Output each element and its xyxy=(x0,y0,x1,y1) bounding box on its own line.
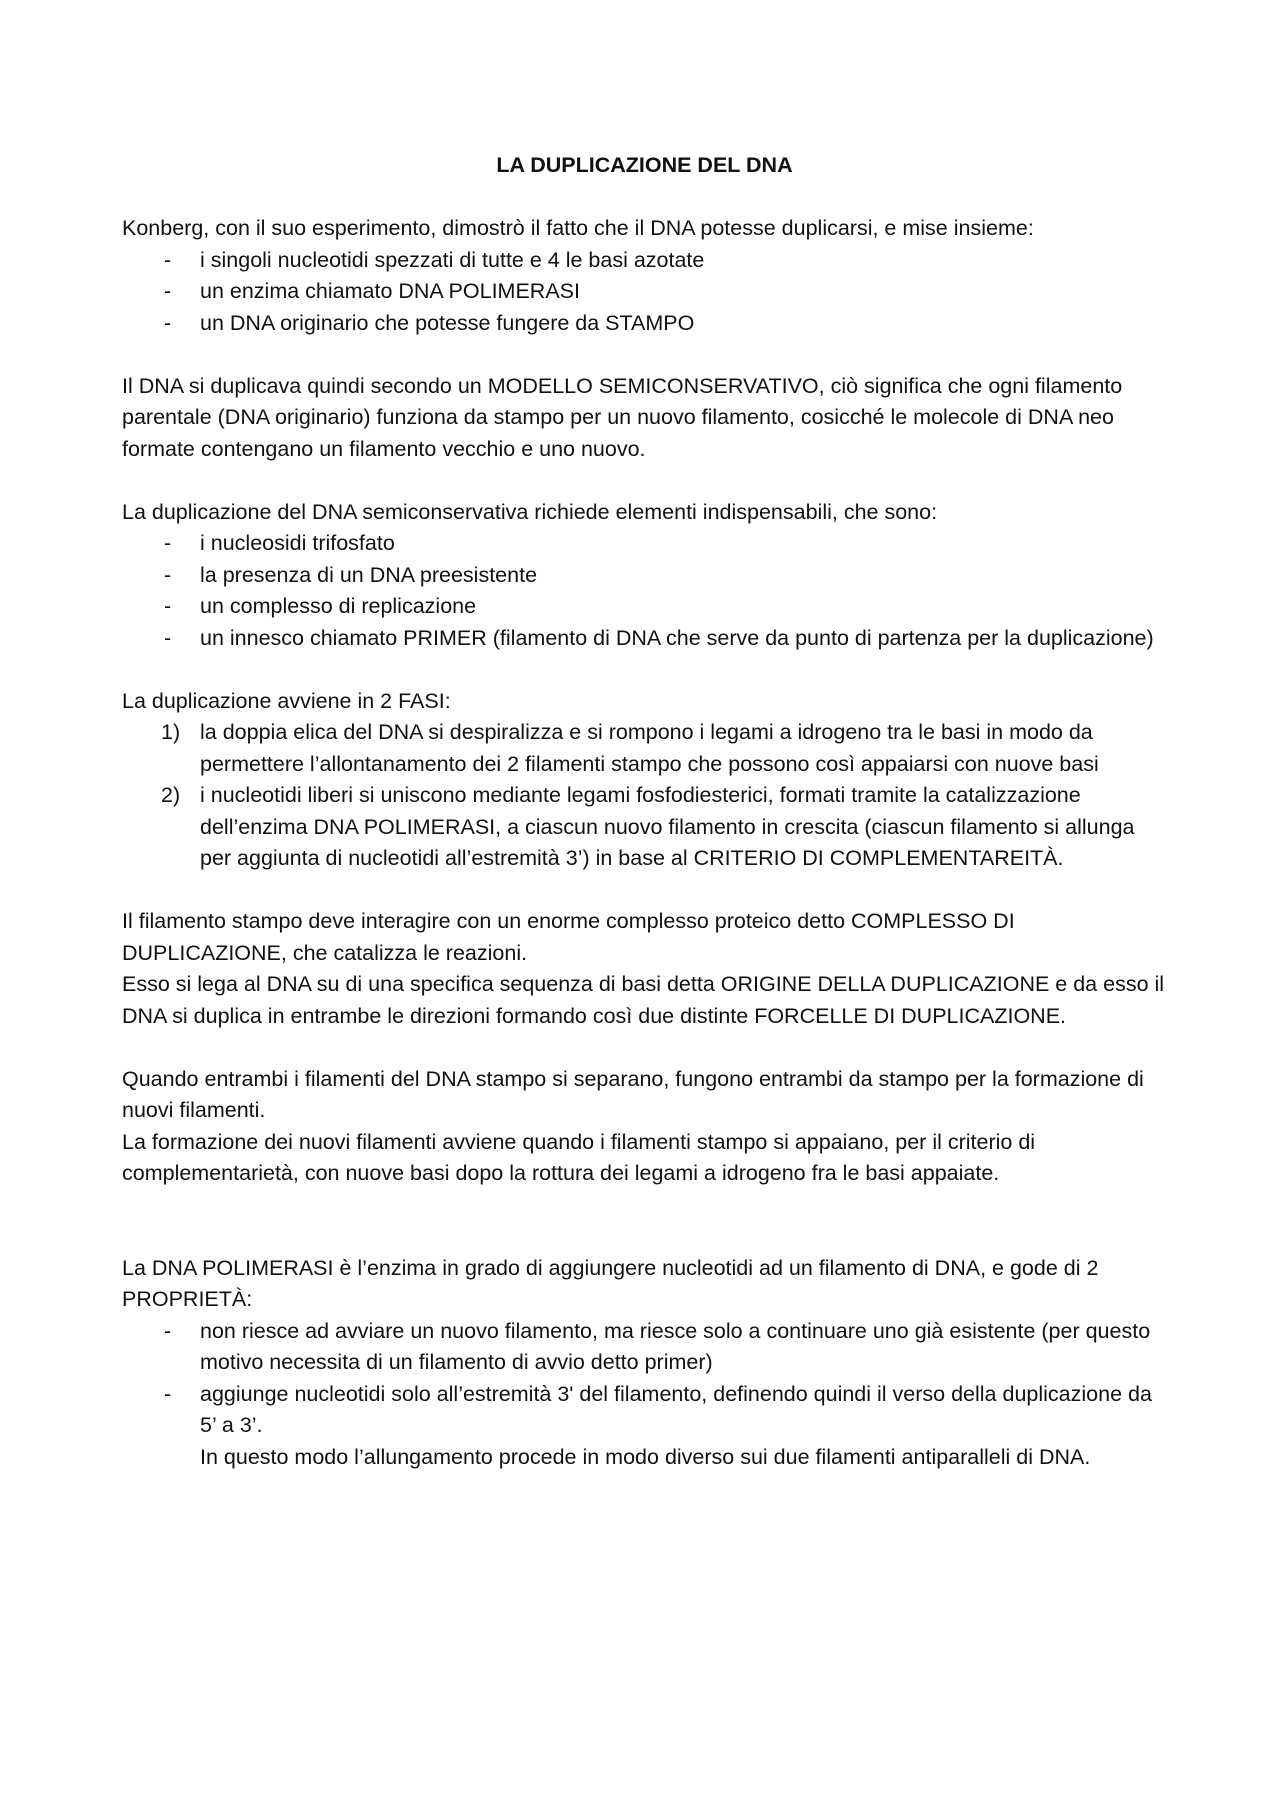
requirements-list xyxy=(122,528,1167,654)
document-body xyxy=(122,150,1167,1473)
dash-marker: - xyxy=(164,1318,172,1343)
list-item: 1) la doppia elica del DNA si despiralizza e si rompono i legami a idrogeno tra le basi in modo da permettere l’allontanamento dei 2 filamenti stampo che possono così appaiarsi con nuove basi xyxy=(122,717,1167,780)
list-item: - un DNA originario che potesse fungere da STAMPO xyxy=(122,308,1167,340)
list-item: 2) i nucleotidi liberi si uniscono mediante legami fosfodiesterici, formati tramite la catalizzazione dell’enzima DNA POLIMERASI, a ciascun nuovo filamento in crescita (ciascun filamento si allunga per aggiunta di nucleotidi all’estremità 3’) in base al CRITERIO DI COMPLEMENTAREITÀ. xyxy=(122,780,1167,875)
number-marker: 1) xyxy=(161,720,181,744)
separation-paragraph-1: Quando entrambi i filamenti del DNA stampo si separano, fungono entrambi da stampo per la formazione di nuovi filamenti. xyxy=(122,1066,1144,1122)
dash-marker: - xyxy=(164,1381,172,1406)
list-item: - un innesco chiamato PRIMER (filamento di DNA che serve da punto di partenza per la duplicazione) xyxy=(122,623,1167,655)
model-paragraph: Il DNA si duplicava quindi secondo un MODELLO SEMICONSERVATIVO, ciò significa che ogni filamento parentale (DNA originario) funziona da stampo per un nuovo filamento, cosicché le molecole di DNA neo formate contengano un filamento vecchio e uno nuovo. xyxy=(122,373,1123,461)
page-title: LA DUPLICAZIONE DEL DNA xyxy=(496,153,793,177)
dash-marker: - xyxy=(164,279,172,303)
list-item: - un complesso di replicazione xyxy=(122,591,1167,623)
polymerase-list xyxy=(122,1316,1167,1442)
list-item: - i nucleosidi trifosfato xyxy=(122,528,1167,560)
number-marker: 2) xyxy=(161,783,181,807)
dash-marker: - xyxy=(164,562,172,587)
dash-marker: - xyxy=(164,310,172,335)
polymerase-paragraph: La DNA POLIMERASI è l’enzima in grado di aggiungere nucleotidi ad un filamento di DNA, e gode di 2 PROPRIETÀ: xyxy=(122,1255,1099,1311)
list-item: - aggiunge nucleotidi solo all’estremità 3' del filamento, definendo quindi il verso della duplicazione da 5’ a 3’. xyxy=(122,1379,1167,1442)
separation-paragraph-2: La formazione dei nuovi filamenti avviene quando i filamenti stampo si appaiano, per il criterio di complementarietà, con nuove basi dopo la rottura dei legami a idrogeno fra le basi appaiate. xyxy=(122,1129,1036,1185)
dash-marker: - xyxy=(164,625,172,650)
dash-marker: - xyxy=(164,247,172,272)
complex-paragraph-1: Il filamento stampo deve interagire con un enorme complesso proteico detto COMPLESSO DI DUPLICAZIONE, che catalizza le reazioni. xyxy=(122,909,1015,965)
list-item: - un enzima chiamato DNA POLIMERASI xyxy=(122,276,1167,308)
phases-list xyxy=(122,717,1167,875)
intro-paragraph: Konberg, con il suo esperimento, dimostrò il fatto che il DNA potesse duplicarsi, e mise insieme: xyxy=(122,216,1034,240)
phases-paragraph: La duplicazione avviene in 2 FASI: xyxy=(122,688,451,713)
list-item: - la presenza di un DNA preesistente xyxy=(122,560,1167,592)
dash-marker: - xyxy=(164,594,172,618)
list-item: - i singoli nucleotidi spezzati di tutte e 4 le basi azotate xyxy=(122,245,1167,277)
intro-list xyxy=(122,245,1167,340)
dash-marker: - xyxy=(164,531,172,555)
complex-paragraph-2: Esso si lega al DNA su di una specifica sequenza di basi detta ORIGINE DELLA DUPLICAZIONE e da esso il DNA si duplica in entrambe le direzioni formando così due distinte FORCELLE DI DUPLICAZIONE. xyxy=(122,972,1165,1028)
requirements-paragraph: La duplicazione del DNA semiconservativa richiede elementi indispensabili, che sono: xyxy=(122,499,938,524)
list-item: - non riesce ad avviare un nuovo filamento, ma riesce solo a continuare uno già esistente (per questo motivo necessita di un filamento di avvio detto primer) xyxy=(122,1316,1167,1379)
polymerase-continuation: In questo modo l’allungamento procede in modo diverso sui due filamenti antiparalleli di DNA. xyxy=(200,1444,1091,1469)
